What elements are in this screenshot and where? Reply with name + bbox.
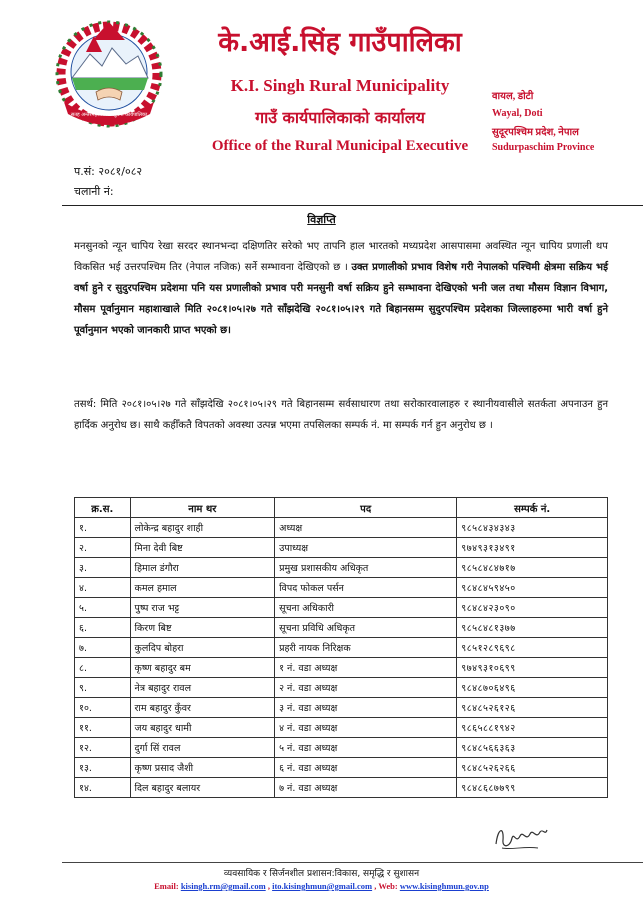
header-serial: क्र.स. <box>75 498 131 518</box>
municipality-name-english: K.I. Singh Rural Municipality <box>230 76 450 95</box>
row-post: ७ नं. वडा अध्यक्ष <box>275 778 457 798</box>
row-serial: १२. <box>75 738 131 758</box>
row-contact: ९८५८४३४३४३ <box>457 518 608 538</box>
header-contact: सम्पर्क नं. <box>457 498 608 518</box>
row-name: लोकेन्द्र बहादुर शाही <box>130 518 275 538</box>
row-serial: २. <box>75 538 131 558</box>
row-name: दिल बहादुर बलायर <box>130 778 275 798</box>
row-contact: ९८४८५२६१२६ <box>457 698 608 718</box>
table-row <box>75 618 608 638</box>
row-serial: ७. <box>75 638 131 658</box>
row-post: ६ नं. वडा अध्यक्ष <box>275 758 457 778</box>
row-serial: ११. <box>75 718 131 738</box>
table-row <box>75 738 608 758</box>
table-row <box>75 718 608 738</box>
row-name: नेत्र बहादुर रावल <box>130 678 275 698</box>
web-label: , Web: <box>374 881 398 891</box>
row-post: ५ नं. वडा अध्यक्ष <box>275 738 457 758</box>
row-name: राम बहादुर कुँवर <box>130 698 275 718</box>
row-post: १ नं. वडा अध्यक्ष <box>275 658 457 678</box>
table-row <box>75 638 608 658</box>
row-contact: ९८४८७०६४९६ <box>457 678 608 698</box>
email-link-2[interactable]: ito.kisinghmun@gmail.com <box>272 881 373 891</box>
office-name-nepali: गाउँ कार्यपालिकाको कार्यालय <box>255 108 425 127</box>
row-post: प्रहरी नायक निरिक्षक <box>275 638 457 658</box>
address-line-3: सुदूरपश्चिम प्रदेश, नेपाल <box>492 127 579 138</box>
address-line-1: वायल, डोटी <box>492 91 534 102</box>
row-name: पुष्प राज भट्ट <box>130 598 275 618</box>
office-name-english: Office of the Rural Municipal Executive <box>211 138 469 154</box>
table-row <box>75 558 608 578</box>
row-contact: ९८४८५६६३६३ <box>457 738 608 758</box>
footer-divider <box>62 862 643 863</box>
dispatch-number: चलानी नं: <box>74 185 114 198</box>
table-row <box>75 538 608 558</box>
address-line-4: Sudurpaschim Province <box>492 142 595 153</box>
notice-paragraph-1 <box>74 236 608 341</box>
row-name: कृष्ण बहादुर बम <box>130 658 275 678</box>
table-row <box>75 778 608 798</box>
email-link-1[interactable]: kisingh.rm@gmail.com <box>180 881 266 891</box>
table-row <box>75 698 608 718</box>
row-post: ३ नं. वडा अध्यक्ष <box>275 698 457 718</box>
header-divider <box>62 205 643 206</box>
row-post: अध्यक्ष <box>275 518 457 538</box>
row-name: जय बहादुर धामी <box>130 718 275 738</box>
row-contact: ९८५८४८१३७७ <box>457 618 608 638</box>
address-line-2: Wayal, Doti <box>492 108 543 119</box>
email-label: Email: <box>154 881 179 891</box>
municipality-emblem <box>50 18 168 130</box>
notice-paragraph-2: तसर्थ: मिति २०८१।०५।२७ गते साँझदेखि २०८१।०५।२९ गते बिहानसम्म सर्वसाधारण तथा सरोकारवालाहरु र स्थानीयवासीले सतर्कता अपनाउन हुन हार्दिक अनुरोध छ। साथै कहीँकतै विपतको अवस्था उत्पन्न भएमा तपसिलका सम्पर्क नं. मा सम्पर्क गर्न हुन अनुरोध छ । <box>74 399 608 431</box>
signature-mark <box>490 818 552 856</box>
paragraph-1-normal: मनसुनको न्यून चापिय रेखा सरदर स्थानभन्दा दक्षिणतिर सरेको भए तापनि हाल भारतको मध्यप्रदेश आसपासमा अवस्थित न्यून चापिय प्रणाली थप विकसित भई उत्तरपश्चिम तिर (नेपाल नजिक) सर्ने सम्भावना देखिएको छ । <box>74 241 608 273</box>
row-name: मिना देवी बिष्ट <box>130 538 275 558</box>
row-contact: ९८४८५२६२६६ <box>457 758 608 778</box>
row-serial: ६. <box>75 618 131 638</box>
row-name: किरण बिष्ट <box>130 618 275 638</box>
row-name: दुर्गा सिं रावल <box>130 738 275 758</box>
row-post: ४ नं. वडा अध्यक्ष <box>275 718 457 738</box>
row-contact: ९८६५८८१९४२ <box>457 718 608 738</box>
row-name: कृष्ण प्रसाद जैशी <box>130 758 275 778</box>
row-serial: ५. <box>75 598 131 618</box>
row-name: कुलदिप बोहरा <box>130 638 275 658</box>
row-serial: १३. <box>75 758 131 778</box>
row-post: उपाध्यक्ष <box>275 538 457 558</box>
row-name: कमल हमाल <box>130 578 275 598</box>
row-contact: ९८५१२८९६९८ <box>457 638 608 658</box>
row-contact: ९७४९३१०६९९ <box>457 658 608 678</box>
row-post: विपद फोकल पर्सन <box>275 578 457 598</box>
table-header-row <box>75 498 608 518</box>
row-serial: १. <box>75 518 131 538</box>
email-separator: , <box>267 881 273 891</box>
table-row <box>75 598 608 618</box>
row-post: सूचना अधिकारी <box>275 598 457 618</box>
row-contact: ९८४८६८७७९९ <box>457 778 608 798</box>
row-post: सूचना प्रविधि अधिकृत <box>275 618 457 638</box>
row-serial: १०. <box>75 698 131 718</box>
footer-motto: व्यवसायिक र सिर्जनशील प्रशासन:विकास, समृद्धि र सुशासन <box>223 869 420 879</box>
table-row <box>75 518 608 538</box>
header-post: पद <box>275 498 457 518</box>
table-row <box>75 758 608 778</box>
row-contact: ९८४८४२३०९० <box>457 598 608 618</box>
row-serial: ९. <box>75 678 131 698</box>
row-serial: १४. <box>75 778 131 798</box>
table-row <box>75 578 608 598</box>
contact-table <box>74 497 608 798</box>
row-serial: ३. <box>75 558 131 578</box>
table-row <box>75 678 608 698</box>
notice-title: विज्ञप्ति <box>307 213 336 226</box>
emblem-ribbon-text: सतह अन्तरमहलीका कानुनमा कार्यपालिका <box>70 112 148 118</box>
row-serial: ८. <box>75 658 131 678</box>
website-link[interactable]: www.kisinghmun.gov.np <box>399 881 489 891</box>
row-post: प्रमुख प्रशासकीय अधिकृत <box>275 558 457 578</box>
table-row <box>75 658 608 678</box>
municipality-name-nepali: के.आई.सिंह गाउँपालिका <box>218 27 462 58</box>
letter-number: प.सं: २०८१/०८२ <box>74 165 143 178</box>
row-name: हिमाल डंगौरा <box>130 558 275 578</box>
row-contact: ९७४९३१३४९१ <box>457 538 608 558</box>
row-serial: ४. <box>75 578 131 598</box>
header-name: नाम थर <box>130 498 275 518</box>
row-contact: ९८५८४८४७१७ <box>457 558 608 578</box>
footer-contacts <box>0 881 643 891</box>
row-contact: ९८४८४५९४५० <box>457 578 608 598</box>
row-post: २ नं. वडा अध्यक्ष <box>275 678 457 698</box>
paragraph-1-bold: उक्त प्रणालीको प्रभाव विशेष गरी नेपालको पश्चिमी क्षेत्रमा सक्रिय भई वर्षा हुने र सुदुरपश्चिम प्रदेशमा पनि यस प्रणालीको प्रभाव परी मनसुनी वर्षा सक्रिय हुने सम्भावना देखिएको भनी जल तथा मौसम विज्ञान विभाग, मौसम पूर्वानुमान महाशाखाले मिति २०८१।०५।२७ गते साँझदेखि २०८१।०५।२९ गते बिहानसम्म सुदुरपश्चिम प्रदेशका जिल्लाहरुमा भारी वर्षा हुने पूर्वानुमान भएको जानकारी प्राप्त भएको छ। <box>74 262 608 336</box>
